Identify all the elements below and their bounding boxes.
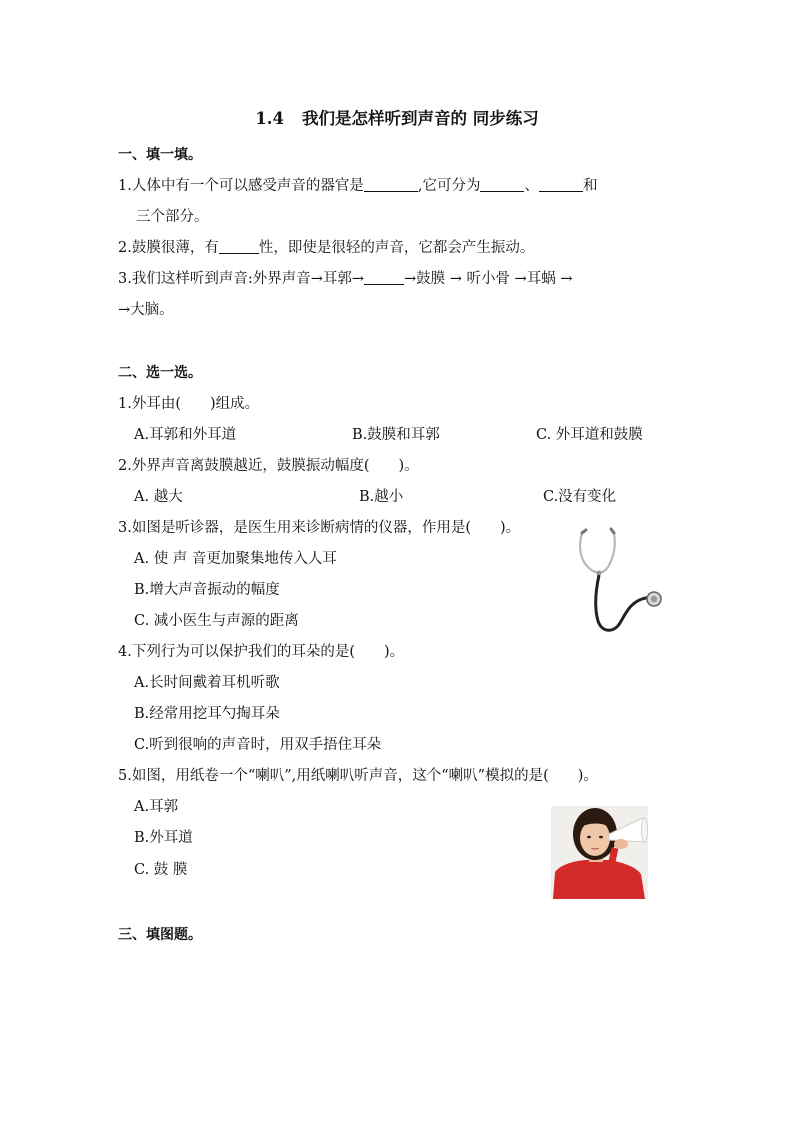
s2q3-option-a[interactable]: A. 使 声 音更加聚集地传入人耳 — [134, 551, 337, 567]
s2q3-option-b[interactable]: B.增大声音振动的幅度 — [134, 582, 280, 598]
girl-paper-horn-image — [551, 806, 648, 899]
s2q4-option-b[interactable]: B.经常用挖耳勺掏耳朵 — [134, 706, 280, 722]
s2q5-option-c[interactable]: C. 鼓 膜 — [134, 862, 188, 878]
s2q1-option-c[interactable]: C. 外耳道和鼓膜 — [536, 427, 643, 443]
s2-question-5: 5.如图，用纸卷一个“喇叭”,用纸喇叭听声音，这个“喇叭”模拟的是( )。 — [118, 768, 598, 784]
blank-part-1[interactable] — [480, 176, 524, 192]
s1-question-3 — [118, 269, 573, 289]
title-number: 1.4 — [255, 109, 284, 128]
s2q4-option-a[interactable]: A.长时间戴着耳机听歌 — [134, 675, 280, 691]
s1q2-part-a: 2.鼓膜很薄，有 — [118, 240, 219, 256]
s2-question-4: 4.下列行为可以保护我们的耳朵的是( )。 — [118, 644, 405, 660]
s1q1-part-c: 、 — [524, 178, 539, 194]
s1q3-part-a: 3.我们这样听到声音:外界声音→耳郭→ — [118, 271, 365, 287]
page-title — [0, 105, 794, 129]
s1q1-part-d: 和 — [582, 178, 598, 194]
s2q2-option-b[interactable]: B.越小 — [359, 489, 404, 505]
s1q1-part-b: ,它可分为 — [417, 178, 481, 194]
s1-question-2 — [118, 238, 534, 258]
s1q1-part-a: 1.人体中有一个可以感受声音的器官是 — [118, 178, 364, 194]
s1-question-1 — [118, 176, 597, 196]
s1q3-continuation: →大脑。 — [118, 302, 174, 318]
title-text: 我们是怎样听到声音的 同步练习 — [301, 109, 539, 128]
s1q3-part-b: →鼓膜 → 听小骨 →耳蜗 → — [404, 271, 573, 287]
s2-question-2: 2.外界声音离鼓膜越近，鼓膜振动幅度( )。 — [118, 458, 419, 474]
s2q1-option-b[interactable]: B.鼓膜和耳郭 — [352, 427, 440, 443]
s2q2-option-a[interactable]: A. 越大 — [134, 489, 183, 505]
s1q2-part-b: 性，即使是很轻的声音，它都会产生振动。 — [258, 240, 535, 256]
s1q1-continuation: 三个部分。 — [136, 209, 209, 225]
section2-heading: 二、选一选。 — [118, 365, 202, 381]
blank-part-2[interactable] — [539, 176, 583, 192]
blank-pathway[interactable] — [364, 269, 404, 285]
blank-organ[interactable] — [364, 176, 418, 192]
stethoscope-image — [568, 527, 666, 635]
s2-question-3: 3.如图是听诊器，是医生用来诊断病情的仪器，作用是( )。 — [118, 520, 521, 536]
s2q4-option-c[interactable]: C.听到很响的声音时，用双手捂住耳朵 — [134, 737, 382, 753]
blank-property[interactable] — [219, 238, 259, 254]
s2q2-option-c[interactable]: C.没有变化 — [543, 489, 617, 505]
s2q3-option-c[interactable]: C. 减小医生与声源的距离 — [134, 613, 299, 629]
section1-heading: 一、填一填。 — [118, 147, 202, 163]
s2q1-option-a[interactable]: A.耳郭和外耳道 — [134, 427, 237, 443]
s2q5-option-a[interactable]: A.耳郭 — [134, 799, 179, 815]
s2q5-option-b[interactable]: B.外耳道 — [134, 830, 193, 846]
s2-question-1: 1.外耳由( )组成。 — [118, 396, 260, 412]
section3-heading: 三、填图题。 — [118, 927, 202, 943]
